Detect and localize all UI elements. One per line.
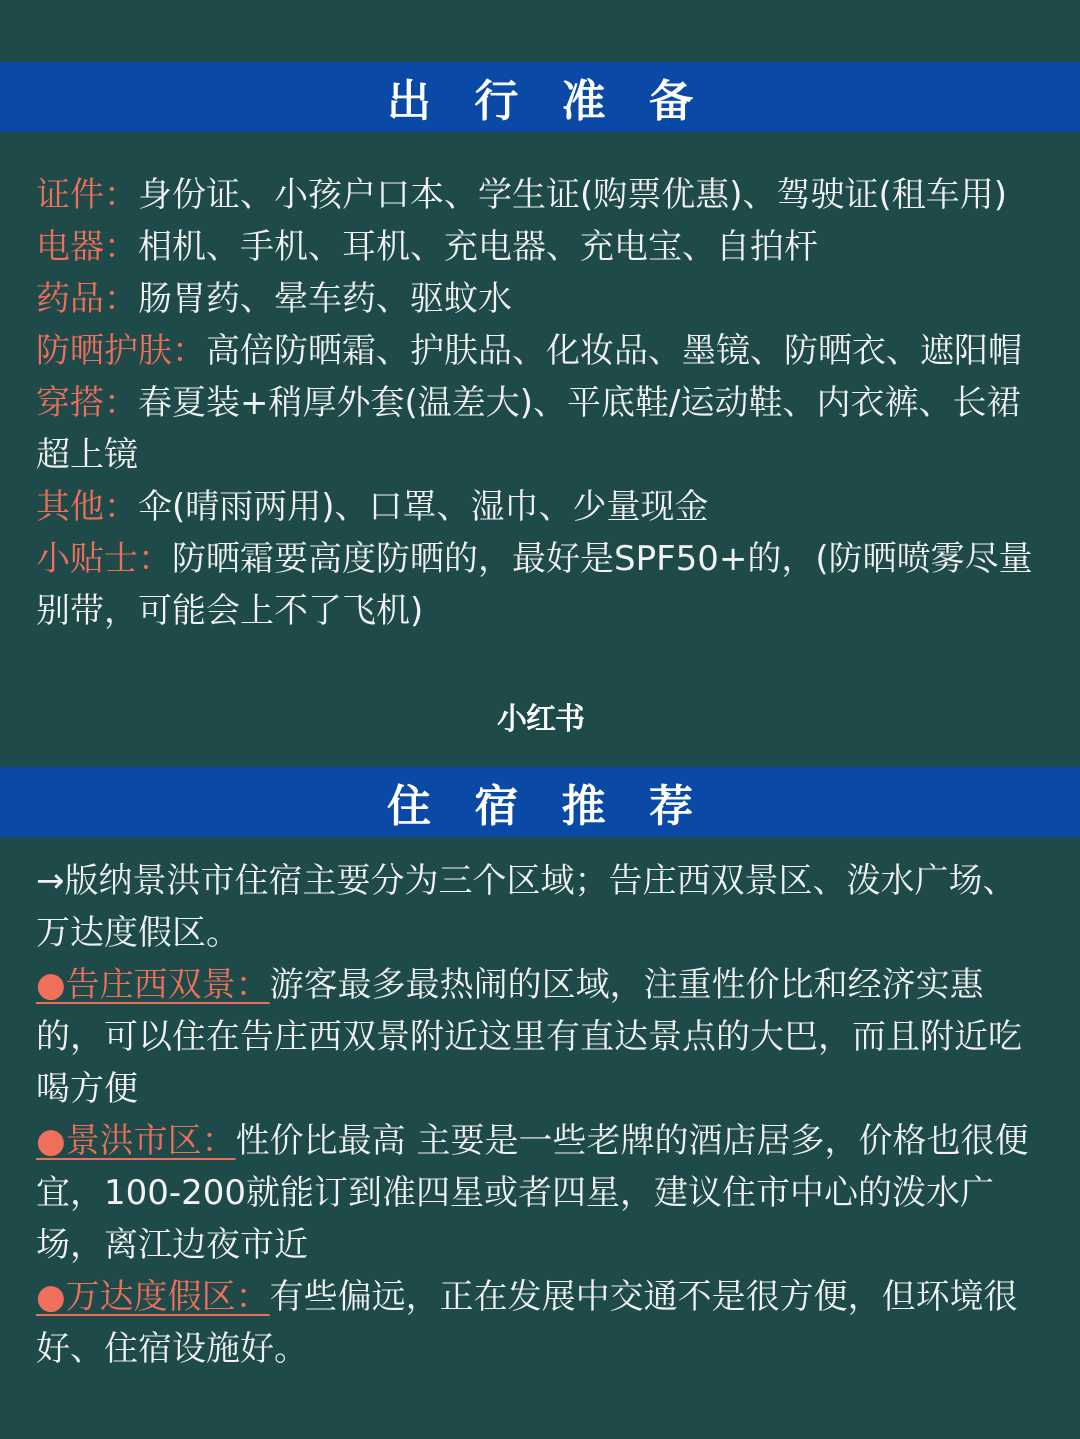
prep-item-other	[36, 481, 1036, 533]
prep-item-medicine	[36, 273, 1036, 325]
prep-key: 穿搭：	[36, 383, 138, 423]
prep-text: 身份证、小孩户口本、学生证(购票优惠)、驾驶证(租车用)	[138, 175, 1008, 215]
prep-key: 证件：	[36, 175, 138, 215]
prep-item-outfit	[36, 377, 1036, 481]
lodging-intro: →版纳景洪市住宿主要分为三个区域；告庄西双景区、泼水广场、万达度假区。	[36, 861, 1017, 953]
prep-key: 电器：	[36, 227, 138, 267]
prep-text: 春夏装+稍厚外套(温差大)、平底鞋/运动鞋、内衣裤、长裙超上镜	[36, 383, 1021, 475]
prep-item-electronics	[36, 221, 1036, 273]
prep-key: 防晒护肤：	[36, 331, 206, 371]
prep-text: 防晒霜要高度防晒的，最好是SPF50+的，(防晒喷雾尽量别带，可能会上不了飞机)	[36, 539, 1033, 631]
prep-item-sun-care	[36, 325, 1036, 377]
prep-text: 高倍防晒霜、护肤品、化妆品、墨镜、防晒衣、遮阳帽	[206, 331, 1022, 371]
prep-item-documents	[36, 169, 1036, 221]
prep-text: 相机、手机、耳机、充电器、充电宝、自拍杆	[138, 227, 818, 267]
lodging-list	[36, 855, 1036, 1375]
lodging-item-wanda	[36, 1271, 1036, 1375]
lodging-key: ●告庄西双景：	[36, 965, 270, 1005]
prep-key: 其他：	[36, 487, 138, 527]
prep-key: 药品：	[36, 279, 138, 319]
lodging-key: ●景洪市区：	[36, 1121, 236, 1161]
section-header-prep	[0, 62, 1080, 132]
watermark-logo: 小红书	[497, 702, 584, 737]
prep-item-tips	[36, 533, 1036, 637]
lodging-text: 有些偏远，正在发展中交通不是很方便，但环境很好、住宿设施好。	[36, 1277, 1018, 1369]
prep-text: 伞(晴雨两用)、口罩、湿巾、少量现金	[138, 487, 709, 527]
lodging-item-gaozhuang	[36, 959, 1036, 1115]
section-title-lodging: 住 宿 推 荐	[387, 781, 707, 832]
prep-list	[36, 169, 1036, 637]
prep-key: 小贴士：	[36, 539, 172, 579]
prep-text: 肠胃药、晕车药、驱蚊水	[138, 279, 512, 319]
lodging-text: 游客最多最热闹的区域，注重性价比和经济实惠的，可以住在告庄西双景附近这里有直达景点的大巴，而且附近吃喝方便	[36, 965, 1022, 1109]
lodging-text: 性价比最高 主要是一些老牌的酒店居多，价格也很便宜，100-200就能订到准四星或者四星，建议住市中心的泼水广场，离江边夜市近	[36, 1121, 1029, 1265]
lodging-key: ●万达度假区：	[36, 1277, 270, 1317]
section-title-prep: 出 行 准 备	[387, 76, 707, 127]
lodging-item-downtown	[36, 1115, 1036, 1271]
section-header-lodging	[0, 767, 1080, 837]
